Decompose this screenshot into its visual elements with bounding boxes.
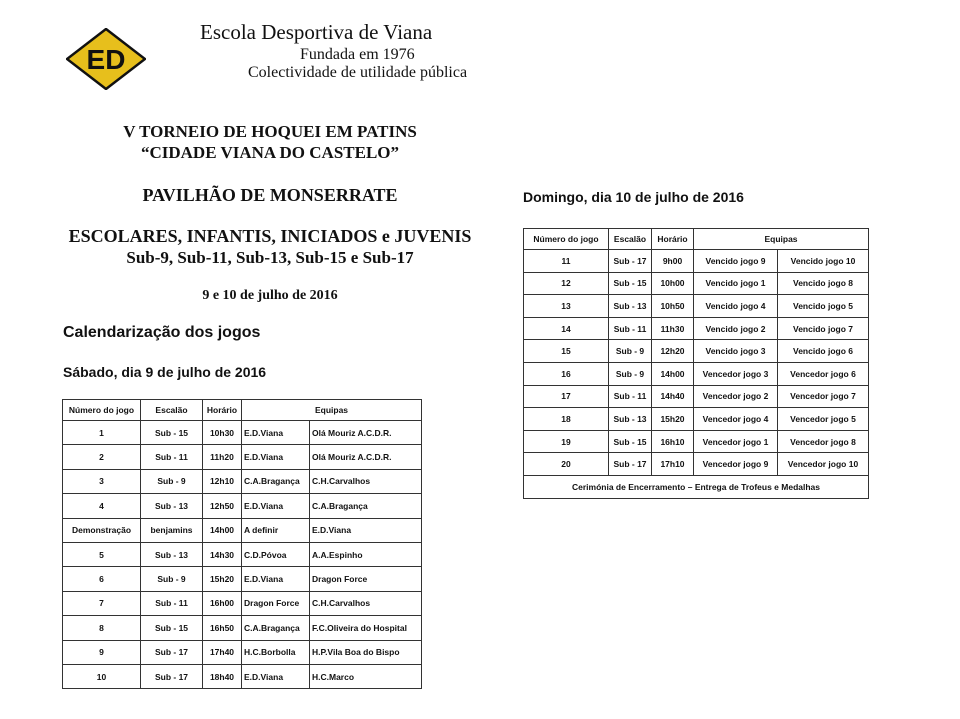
game-cell: 7 — [63, 591, 141, 615]
away-team-cell: F.C.Oliveira do Hospital — [310, 616, 422, 640]
tier-cell: benjamins — [141, 518, 203, 542]
header-teams: Equipas — [694, 229, 869, 250]
home-team-cell: Vencido jogo 4 — [694, 295, 778, 318]
tier-cell: Sub - 11 — [141, 445, 203, 469]
table-row — [524, 453, 869, 476]
home-team-cell: Vencedor jogo 2 — [694, 385, 778, 408]
table-row — [524, 362, 869, 385]
header-tier: Escalão — [141, 400, 203, 421]
table-row — [524, 430, 869, 453]
table-row — [524, 317, 869, 340]
tier-cell: Sub - 11 — [609, 317, 652, 340]
game-cell: Demonstração — [63, 518, 141, 542]
tier-cell: Sub - 13 — [141, 494, 203, 518]
time-cell: 10h50 — [652, 295, 694, 318]
tier-cell: Sub - 9 — [141, 567, 203, 591]
home-team-cell: C.D.Póvoa — [242, 542, 310, 566]
tier-cell: Sub - 17 — [609, 250, 652, 273]
sunday-title: Domingo, dia 10 de julho de 2016 — [523, 189, 744, 205]
tier-cell: Sub - 15 — [609, 272, 652, 295]
game-cell: 19 — [524, 430, 609, 453]
tier-cell: Sub - 17 — [609, 453, 652, 476]
table-row — [63, 567, 422, 591]
time-cell: 9h00 — [652, 250, 694, 273]
away-team-cell: Vencedor jogo 5 — [778, 408, 869, 431]
org-utility: Colectividade de utilidade pública — [248, 64, 468, 81]
away-team-cell: E.D.Viana — [310, 518, 422, 542]
away-team-cell: A.A.Espinho — [310, 542, 422, 566]
header-game: Número do jogo — [524, 229, 609, 250]
time-cell: 11h20 — [203, 445, 242, 469]
away-team-cell: H.C.Marco — [310, 664, 422, 688]
header-teams: Equipas — [242, 400, 422, 421]
org-founded: Fundada em 1976 — [300, 46, 415, 63]
logo-text: ED — [86, 44, 126, 75]
away-team-cell: Vencido jogo 7 — [778, 317, 869, 340]
table-row — [63, 640, 422, 664]
game-cell: 2 — [63, 445, 141, 469]
table-header-row — [524, 229, 869, 250]
game-cell: 9 — [63, 640, 141, 664]
home-team-cell: Dragon Force — [242, 591, 310, 615]
home-team-cell: H.C.Borbolla — [242, 640, 310, 664]
event-dates: 9 e 10 de julho de 2016 — [202, 288, 338, 303]
club-logo — [66, 28, 146, 90]
game-cell: 12 — [524, 272, 609, 295]
table-header-row — [63, 400, 422, 421]
game-cell: 15 — [524, 340, 609, 363]
calendar-title: Calendarização dos jogos — [63, 324, 261, 341]
time-cell: 10h30 — [203, 421, 242, 445]
tournament-subtitle: “CIDADE VIANA DO CASTELO” — [140, 143, 400, 162]
time-cell: 16h00 — [203, 591, 242, 615]
home-team-cell: Vencedor jogo 1 — [694, 430, 778, 453]
time-cell: 17h10 — [652, 453, 694, 476]
table-row — [63, 616, 422, 640]
saturday-schedule-table — [62, 399, 422, 689]
away-team-cell: C.A.Bragança — [310, 494, 422, 518]
tier-cell: Sub - 15 — [141, 616, 203, 640]
time-cell: 16h10 — [652, 430, 694, 453]
table-row — [524, 250, 869, 273]
game-cell: 4 — [63, 494, 141, 518]
table-row — [63, 494, 422, 518]
time-cell: 11h30 — [652, 317, 694, 340]
sunday-schedule-table — [523, 228, 869, 499]
tier-cell: Sub - 11 — [609, 385, 652, 408]
org-name: Escola Desportiva de Viana — [200, 20, 433, 44]
table-row — [63, 421, 422, 445]
age-groups: Sub-9, Sub-11, Sub-13, Sub-15 e Sub-17 — [126, 248, 414, 267]
time-cell: 14h00 — [652, 362, 694, 385]
game-cell: 1 — [63, 421, 141, 445]
time-cell: 12h20 — [652, 340, 694, 363]
game-cell: 11 — [524, 250, 609, 273]
game-cell: 16 — [524, 362, 609, 385]
away-team-cell: C.H.Carvalhos — [310, 591, 422, 615]
header-time: Horário — [652, 229, 694, 250]
tier-cell: Sub - 17 — [141, 664, 203, 688]
game-cell: 13 — [524, 295, 609, 318]
header-game: Número do jogo — [63, 400, 141, 421]
closing-ceremony: Cerimónia de Encerramento – Entrega de Trofeus e Medalhas — [524, 475, 869, 498]
game-cell: 18 — [524, 408, 609, 431]
home-team-cell: Vencido jogo 2 — [694, 317, 778, 340]
home-team-cell: E.D.Viana — [242, 421, 310, 445]
time-cell: 12h50 — [203, 494, 242, 518]
away-team-cell: Vencedor jogo 6 — [778, 362, 869, 385]
game-cell: 3 — [63, 469, 141, 493]
home-team-cell: C.A.Bragança — [242, 469, 310, 493]
away-team-cell: Vencedor jogo 8 — [778, 430, 869, 453]
home-team-cell: A definir — [242, 518, 310, 542]
away-team-cell: Vencedor jogo 7 — [778, 385, 869, 408]
tier-cell: Sub - 13 — [141, 542, 203, 566]
table-row — [524, 408, 869, 431]
game-cell: 17 — [524, 385, 609, 408]
away-team-cell: Olá Mouriz A.C.D.R. — [310, 445, 422, 469]
table-row — [63, 445, 422, 469]
game-cell: 20 — [524, 453, 609, 476]
time-cell: 14h00 — [203, 518, 242, 542]
venue: PAVILHÃO DE MONSERRATE — [142, 185, 398, 205]
tier-cell: Sub - 17 — [141, 640, 203, 664]
tier-cell: Sub - 9 — [609, 362, 652, 385]
tier-cell: Sub - 9 — [609, 340, 652, 363]
table-row — [63, 469, 422, 493]
home-team-cell: Vencido jogo 3 — [694, 340, 778, 363]
tier-cell: Sub - 15 — [141, 421, 203, 445]
time-cell: 18h40 — [203, 664, 242, 688]
home-team-cell: E.D.Viana — [242, 664, 310, 688]
time-cell: 16h50 — [203, 616, 242, 640]
table-row — [63, 518, 422, 542]
away-team-cell: Vencido jogo 8 — [778, 272, 869, 295]
time-cell: 15h20 — [652, 408, 694, 431]
tier-cell: Sub - 11 — [141, 591, 203, 615]
away-team-cell: Vencido jogo 6 — [778, 340, 869, 363]
home-team-cell: E.D.Viana — [242, 567, 310, 591]
game-cell: 14 — [524, 317, 609, 340]
game-cell: 5 — [63, 542, 141, 566]
home-team-cell: C.A.Bragança — [242, 616, 310, 640]
table-row — [524, 340, 869, 363]
tier-cell: Sub - 13 — [609, 408, 652, 431]
table-row — [63, 664, 422, 688]
game-cell: 6 — [63, 567, 141, 591]
tier-cell: Sub - 13 — [609, 295, 652, 318]
table-row — [524, 272, 869, 295]
away-team-cell: H.P.Vila Boa do Bispo — [310, 640, 422, 664]
time-cell: 10h00 — [652, 272, 694, 295]
home-team-cell: Vencedor jogo 4 — [694, 408, 778, 431]
time-cell: 15h20 — [203, 567, 242, 591]
away-team-cell: Dragon Force — [310, 567, 422, 591]
away-team-cell: C.H.Carvalhos — [310, 469, 422, 493]
table-row — [63, 591, 422, 615]
closing-ceremony-row — [524, 475, 869, 498]
home-team-cell: Vencedor jogo 3 — [694, 362, 778, 385]
away-team-cell: Vencido jogo 10 — [778, 250, 869, 273]
away-team-cell: Vencido jogo 5 — [778, 295, 869, 318]
saturday-title: Sábado, dia 9 de julho de 2016 — [63, 364, 267, 380]
tier-cell: Sub - 15 — [609, 430, 652, 453]
time-cell: 12h10 — [203, 469, 242, 493]
away-team-cell: Vencedor jogo 10 — [778, 453, 869, 476]
home-team-cell: Vencedor jogo 9 — [694, 453, 778, 476]
header-time: Horário — [203, 400, 242, 421]
table-row — [524, 385, 869, 408]
home-team-cell: Vencido jogo 1 — [694, 272, 778, 295]
tournament-title: V TORNEIO DE HOQUEI EM PATINS — [123, 122, 417, 141]
time-cell: 14h30 — [203, 542, 242, 566]
time-cell: 17h40 — [203, 640, 242, 664]
game-cell: 10 — [63, 664, 141, 688]
tier-cell: Sub - 9 — [141, 469, 203, 493]
home-team-cell: E.D.Viana — [242, 445, 310, 469]
away-team-cell: Olá Mouriz A.C.D.R. — [310, 421, 422, 445]
game-cell: 8 — [63, 616, 141, 640]
home-team-cell: Vencido jogo 9 — [694, 250, 778, 273]
time-cell: 14h40 — [652, 385, 694, 408]
categories: ESCOLARES, INFANTIS, INICIADOS e JUVENIS — [68, 226, 472, 246]
header-tier: Escalão — [609, 229, 652, 250]
home-team-cell: E.D.Viana — [242, 494, 310, 518]
table-row — [524, 295, 869, 318]
table-row — [63, 542, 422, 566]
